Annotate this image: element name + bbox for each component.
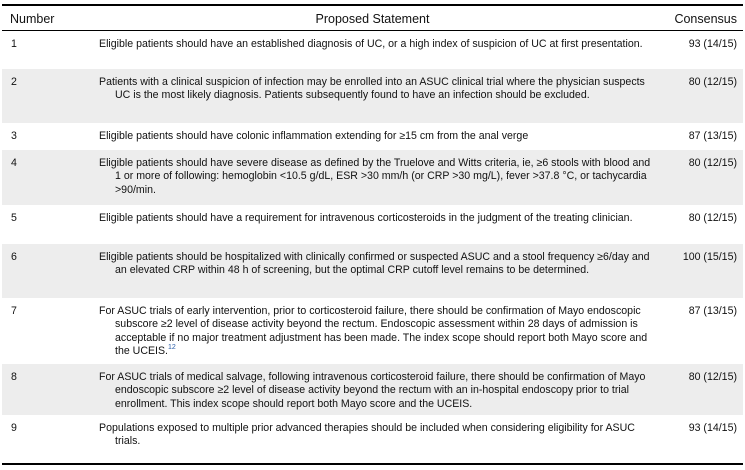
row-statement-text: For ASUC trials of early intervention, prior to corticosteroid failure, there should be confirmation of Mayo endoscopic subscore ≥2 level of disease activity beyond the rectum. Endoscopic assessment within 28 days of admission is acceptable if no major treatment adjustment has been made. The index scope should report both Mayo score and the UCEIS. [99,305,648,357]
reference-superscript: 12 [168,343,176,351]
table-row [2,150,743,205]
row-consensus: 80 (12/15) [688,212,737,224]
row-statement: Patients with a clinical suspicion of infection may be enrolled into an ASUC clinical trial where the physician suspects UC is the most likely diagnosis. Patients subsequently found to have an infection should be excluded. [99,76,645,102]
row-number: 7 [11,305,17,317]
row-consensus: 93 (14/15) [688,422,737,434]
row-consensus: 87 (13/15) [688,130,737,142]
row-number: 6 [11,251,17,263]
row-number: 2 [11,76,17,88]
bottom-rule [2,463,743,465]
table-header [2,6,743,31]
row-statement: Eligible patients should have a requirement for intravenous corticosteroids in the judgment of the treating clinician. [99,212,633,224]
row-number: 5 [11,212,17,224]
row-consensus: 80 (12/15) [688,371,737,383]
table-row [2,415,743,457]
row-number: 9 [11,422,17,434]
table-row [2,123,743,150]
header-statement: Proposed Statement [315,12,430,26]
row-statement: Eligible patients should have colonic inflammation extending for ≥15 cm from the anal verge [99,130,529,142]
row-statement: Populations exposed to multiple prior advanced therapies should be included when considering eligibility for ASUC trials. [99,422,635,448]
row-statement: Eligible patients should have an established diagnosis of UC, or a high index of suspicion of UC at first presentation. [99,38,643,50]
row-consensus: 100 (15/15) [682,251,737,263]
header-number: Number [10,12,55,26]
row-consensus: 87 (13/15) [688,305,737,317]
row-statement [99,305,655,358]
row-statement: For ASUC trials of medical salvage, following intravenous corticosteroid failure, there should be confirmation of Mayo endoscopic subscore ≥2 level of disease activity beyond the rectum with an in-hospital endoscopy prior to trial enrollment. This index scope should report both Mayo score and the UCEIS. [99,371,646,410]
table-row [2,244,743,298]
table-row [2,205,743,244]
table-row [2,364,743,415]
row-consensus: 80 (12/15) [688,157,737,169]
table-row [2,69,743,123]
row-consensus: 80 (12/15) [688,76,737,88]
row-number: 3 [11,130,17,142]
header-consensus: Consensus [674,12,737,26]
table-row [2,31,743,69]
row-number: 8 [11,371,17,383]
row-statement: Eligible patients should be hospitalized with clinically confirmed or suspected ASUC and a stool frequency ≥6/day and an elevated CRP within 48 h of screening, but the optimal CRP cutoff level remains to be determined. [99,251,650,277]
table-row [2,298,743,364]
row-statement: Eligible patients should have severe disease as defined by the Truelove and Witts criteria, ie, ≥6 stools with blood and 1 or more of following: hemoglobin <10.5 g/dL, ESR >30 mm/h (or CRP >30 mg/L), fever >37.8 °C, or tachycardia >90/min. [99,157,651,196]
row-number: 1 [11,38,17,50]
row-number: 4 [11,157,17,169]
row-consensus: 93 (14/15) [688,38,737,50]
